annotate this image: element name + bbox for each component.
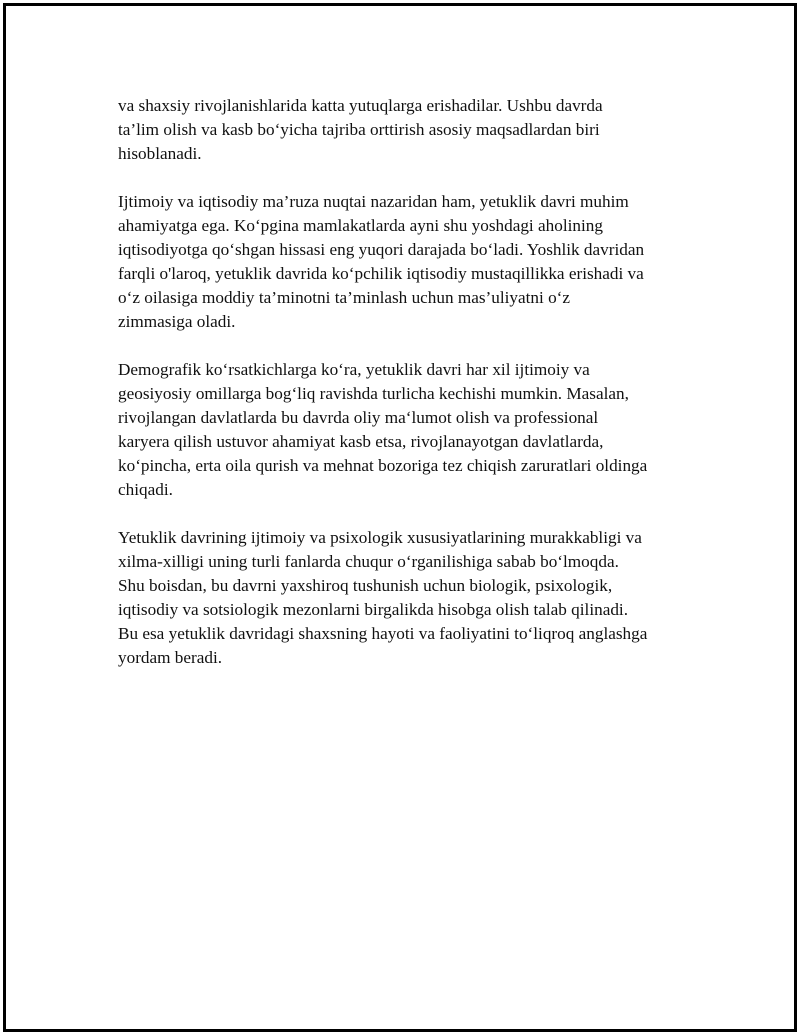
text-line: karyera qilish ustuvor ahamiyat kasb etsa, rivojlanayotgan davlatlarda, [118, 432, 604, 451]
text-line: zimmasiga oladi. [118, 312, 236, 331]
paragraph-4 [118, 526, 693, 670]
text-line: o‘z oilasiga moddiy ta’minotni ta’minlash uchun mas’uliyatni o‘z [118, 288, 571, 307]
text-line: farqli o'laroq, yetuklik davrida ko‘pchilik iqtisodiy mustaqillikka erishadi va [118, 264, 644, 283]
text-line: chiqadi. [118, 480, 173, 499]
text-line: hisoblanadi. [118, 144, 202, 163]
text-line: Demografik ko‘rsatkichlarga ko‘ra, yetuklik davri har xil ijtimoiy va [118, 360, 590, 379]
text-line: iqtisodiyotga qo‘shgan hissasi eng yuqori darajada bo‘ladi. Yoshlik davridan [118, 240, 645, 259]
document-body [118, 94, 693, 694]
text-line: va shaxsiy rivojlanishlarida katta yutuqlarga erishadilar. Ushbu davrda [118, 96, 603, 115]
paragraph-3 [118, 358, 693, 502]
text-line: Yetuklik davrining ijtimoiy va psixologik xususiyatlarining murakkabligi va [118, 528, 642, 547]
text-line: xilma-xilligi uning turli fanlarda chuqur o‘rganilishiga sabab bo‘lmoqda. [118, 552, 619, 571]
text-line: Shu boisdan, bu davrni yaxshiroq tushunish uchun biologik, psixologik, [118, 576, 613, 595]
paragraph-1 [118, 94, 693, 166]
paragraph-2 [118, 190, 693, 334]
text-line: ahamiyatga ega. Ko‘pgina mamlakatlarda ayni shu yoshdagi aholining [118, 216, 603, 235]
text-line: Bu esa yetuklik davridagi shaxsning hayoti va faoliyatini to‘liqroq anglashga [118, 624, 648, 643]
text-line: yordam beradi. [118, 648, 223, 667]
text-line: geosiyosiy omillarga bog‘liq ravishda turlicha kechishi mumkin. Masalan, [118, 384, 629, 403]
text-line: ta’lim olish va kasb bo‘yicha tajriba orttirish asosiy maqsadlardan biri [118, 120, 600, 139]
text-line: rivojlangan davlatlarda bu davrda oliy ma‘lumot olish va professional [118, 408, 599, 427]
text-line: Ijtimoiy va iqtisodiy ma’ruza nuqtai nazaridan ham, yetuklik davri muhim [118, 192, 629, 211]
text-line: ko‘pincha, erta oila qurish va mehnat bozoriga tez chiqish zaruratlari oldinga [118, 456, 648, 475]
text-line: iqtisodiy va sotsiologik mezonlarni birgalikda hisobga olish talab qilinadi. [118, 600, 628, 619]
